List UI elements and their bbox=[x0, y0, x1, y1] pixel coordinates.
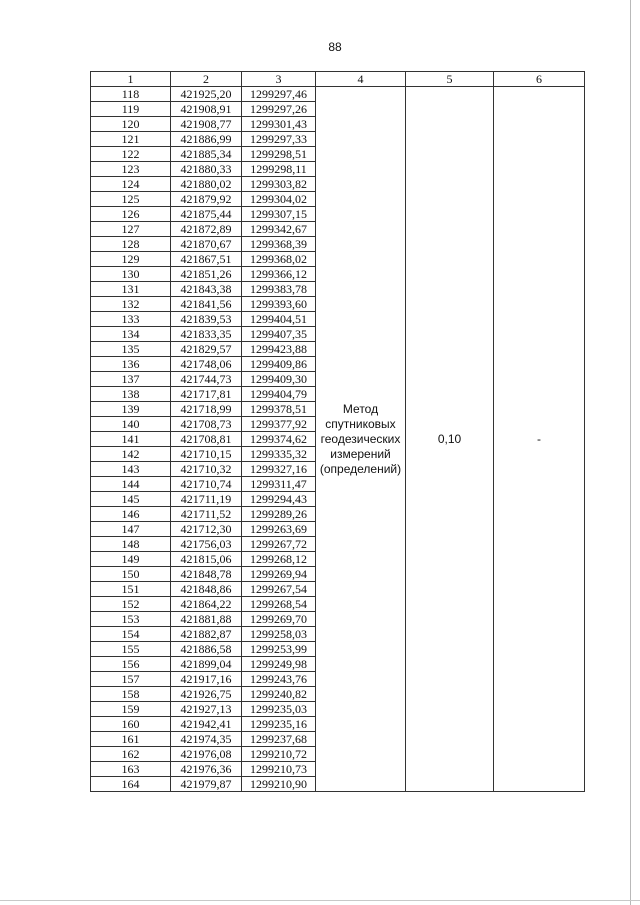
x-coordinate-cell: 421925,20 bbox=[171, 87, 242, 102]
x-coordinate-cell: 421710,74 bbox=[171, 477, 242, 492]
header-cell-4: 4 bbox=[316, 72, 406, 87]
y-coordinate-cell: 1299423,88 bbox=[242, 342, 316, 357]
point-number-cell: 147 bbox=[91, 522, 171, 537]
point-number-cell: 151 bbox=[91, 582, 171, 597]
x-coordinate-cell: 421885,34 bbox=[171, 147, 242, 162]
point-number-cell: 125 bbox=[91, 192, 171, 207]
point-number-cell: 123 bbox=[91, 162, 171, 177]
x-coordinate-cell: 421848,86 bbox=[171, 582, 242, 597]
x-coordinate-cell: 421899,04 bbox=[171, 657, 242, 672]
y-coordinate-cell: 1299327,16 bbox=[242, 462, 316, 477]
scan-edge-right bbox=[630, 0, 631, 905]
header-row bbox=[91, 72, 585, 87]
y-coordinate-cell: 1299267,54 bbox=[242, 582, 316, 597]
y-coordinate-cell: 1299409,86 bbox=[242, 357, 316, 372]
method-line: спутниковых bbox=[325, 416, 396, 431]
y-coordinate-cell: 1299298,11 bbox=[242, 162, 316, 177]
scan-edge-bottom bbox=[0, 900, 640, 901]
point-number-cell: 135 bbox=[91, 342, 171, 357]
y-coordinate-cell: 1299383,78 bbox=[242, 282, 316, 297]
point-number-cell: 126 bbox=[91, 207, 171, 222]
point-number-cell: 153 bbox=[91, 612, 171, 627]
x-coordinate-cell: 421872,89 bbox=[171, 222, 242, 237]
y-coordinate-cell: 1299237,68 bbox=[242, 732, 316, 747]
point-number-cell: 118 bbox=[91, 87, 171, 102]
header-cell-5: 5 bbox=[406, 72, 494, 87]
x-coordinate-cell: 421886,58 bbox=[171, 642, 242, 657]
point-number-cell: 143 bbox=[91, 462, 171, 477]
y-coordinate-cell: 1299289,26 bbox=[242, 507, 316, 522]
x-coordinate-cell: 421756,03 bbox=[171, 537, 242, 552]
x-coordinate-cell: 421881,88 bbox=[171, 612, 242, 627]
x-coordinate-cell: 421942,41 bbox=[171, 717, 242, 732]
point-number-cell: 122 bbox=[91, 147, 171, 162]
point-number-cell: 157 bbox=[91, 672, 171, 687]
x-coordinate-cell: 421979,87 bbox=[171, 777, 242, 792]
x-coordinate-cell: 421711,52 bbox=[171, 507, 242, 522]
x-coordinate-cell: 421880,33 bbox=[171, 162, 242, 177]
y-coordinate-cell: 1299235,16 bbox=[242, 717, 316, 732]
y-coordinate-cell: 1299366,12 bbox=[242, 267, 316, 282]
y-coordinate-cell: 1299404,79 bbox=[242, 387, 316, 402]
point-number-cell: 163 bbox=[91, 762, 171, 777]
y-coordinate-cell: 1299297,46 bbox=[242, 87, 316, 102]
y-coordinate-cell: 1299267,72 bbox=[242, 537, 316, 552]
x-coordinate-cell: 421875,44 bbox=[171, 207, 242, 222]
page-number: 88 bbox=[328, 40, 342, 54]
x-coordinate-cell: 421879,92 bbox=[171, 192, 242, 207]
method-line: геодезических bbox=[320, 431, 401, 446]
y-coordinate-cell: 1299301,43 bbox=[242, 117, 316, 132]
column6-cell: - bbox=[494, 87, 585, 792]
x-coordinate-cell: 421870,67 bbox=[171, 237, 242, 252]
x-coordinate-cell: 421886,99 bbox=[171, 132, 242, 147]
x-coordinate-cell: 421748,06 bbox=[171, 357, 242, 372]
x-coordinate-cell: 421829,57 bbox=[171, 342, 242, 357]
x-coordinate-cell: 421976,08 bbox=[171, 747, 242, 762]
point-number-cell: 138 bbox=[91, 387, 171, 402]
y-coordinate-cell: 1299253,99 bbox=[242, 642, 316, 657]
x-coordinate-cell: 421864,22 bbox=[171, 597, 242, 612]
table-row bbox=[91, 87, 585, 102]
y-coordinate-cell: 1299404,51 bbox=[242, 312, 316, 327]
y-coordinate-cell: 1299240,82 bbox=[242, 687, 316, 702]
x-coordinate-cell: 421927,13 bbox=[171, 702, 242, 717]
y-coordinate-cell: 1299235,03 bbox=[242, 702, 316, 717]
method-cell bbox=[316, 87, 406, 792]
point-number-cell: 154 bbox=[91, 627, 171, 642]
y-coordinate-cell: 1299268,54 bbox=[242, 597, 316, 612]
y-coordinate-cell: 1299368,39 bbox=[242, 237, 316, 252]
header-cell-2: 2 bbox=[171, 72, 242, 87]
y-coordinate-cell: 1299377,92 bbox=[242, 417, 316, 432]
point-number-cell: 160 bbox=[91, 717, 171, 732]
y-coordinate-cell: 1299307,15 bbox=[242, 207, 316, 222]
point-number-cell: 121 bbox=[91, 132, 171, 147]
y-coordinate-cell: 1299297,26 bbox=[242, 102, 316, 117]
x-coordinate-cell: 421917,16 bbox=[171, 672, 242, 687]
y-coordinate-cell: 1299210,73 bbox=[242, 762, 316, 777]
x-coordinate-cell: 421718,99 bbox=[171, 402, 242, 417]
y-coordinate-cell: 1299269,94 bbox=[242, 567, 316, 582]
x-coordinate-cell: 421974,35 bbox=[171, 732, 242, 747]
point-number-cell: 164 bbox=[91, 777, 171, 792]
x-coordinate-cell: 421867,51 bbox=[171, 252, 242, 267]
x-coordinate-cell: 421851,26 bbox=[171, 267, 242, 282]
point-number-cell: 162 bbox=[91, 747, 171, 762]
point-number-cell: 156 bbox=[91, 657, 171, 672]
x-coordinate-cell: 421908,91 bbox=[171, 102, 242, 117]
x-coordinate-cell: 421839,53 bbox=[171, 312, 242, 327]
x-coordinate-cell: 421908,77 bbox=[171, 117, 242, 132]
x-coordinate-cell: 421815,06 bbox=[171, 552, 242, 567]
accuracy-cell: 0,10 bbox=[406, 87, 494, 792]
method-line: Метод bbox=[342, 401, 379, 416]
y-coordinate-cell: 1299249,98 bbox=[242, 657, 316, 672]
point-number-cell: 137 bbox=[91, 372, 171, 387]
point-number-cell: 129 bbox=[91, 252, 171, 267]
point-number-cell: 130 bbox=[91, 267, 171, 282]
point-number-cell: 139 bbox=[91, 402, 171, 417]
header-cell-6: 6 bbox=[494, 72, 585, 87]
point-number-cell: 120 bbox=[91, 117, 171, 132]
point-number-cell: 146 bbox=[91, 507, 171, 522]
y-coordinate-cell: 1299268,12 bbox=[242, 552, 316, 567]
y-coordinate-cell: 1299269,70 bbox=[242, 612, 316, 627]
y-coordinate-cell: 1299407,35 bbox=[242, 327, 316, 342]
header-cell-3: 3 bbox=[242, 72, 316, 87]
x-coordinate-cell: 421833,35 bbox=[171, 327, 242, 342]
point-number-cell: 152 bbox=[91, 597, 171, 612]
x-coordinate-cell: 421882,87 bbox=[171, 627, 242, 642]
y-coordinate-cell: 1299303,82 bbox=[242, 177, 316, 192]
y-coordinate-cell: 1299335,32 bbox=[242, 447, 316, 462]
x-coordinate-cell: 421708,73 bbox=[171, 417, 242, 432]
x-coordinate-cell: 421843,38 bbox=[171, 282, 242, 297]
y-coordinate-cell: 1299210,72 bbox=[242, 747, 316, 762]
point-number-cell: 148 bbox=[91, 537, 171, 552]
point-number-cell: 149 bbox=[91, 552, 171, 567]
y-coordinate-cell: 1299378,51 bbox=[242, 402, 316, 417]
y-coordinate-cell: 1299304,02 bbox=[242, 192, 316, 207]
point-number-cell: 158 bbox=[91, 687, 171, 702]
x-coordinate-cell: 421976,36 bbox=[171, 762, 242, 777]
point-number-cell: 161 bbox=[91, 732, 171, 747]
y-coordinate-cell: 1299210,90 bbox=[242, 777, 316, 792]
point-number-cell: 124 bbox=[91, 177, 171, 192]
x-coordinate-cell: 421744,73 bbox=[171, 372, 242, 387]
y-coordinate-cell: 1299243,76 bbox=[242, 672, 316, 687]
point-number-cell: 128 bbox=[91, 237, 171, 252]
y-coordinate-cell: 1299368,02 bbox=[242, 252, 316, 267]
y-coordinate-cell: 1299297,33 bbox=[242, 132, 316, 147]
point-number-cell: 132 bbox=[91, 297, 171, 312]
point-number-cell: 141 bbox=[91, 432, 171, 447]
x-coordinate-cell: 421926,75 bbox=[171, 687, 242, 702]
y-coordinate-cell: 1299298,51 bbox=[242, 147, 316, 162]
x-coordinate-cell: 421708,81 bbox=[171, 432, 242, 447]
y-coordinate-cell: 1299294,43 bbox=[242, 492, 316, 507]
point-number-cell: 142 bbox=[91, 447, 171, 462]
method-line: (определений) bbox=[319, 461, 402, 476]
point-number-cell: 145 bbox=[91, 492, 171, 507]
point-number-cell: 144 bbox=[91, 477, 171, 492]
y-coordinate-cell: 1299263,69 bbox=[242, 522, 316, 537]
x-coordinate-cell: 421841,56 bbox=[171, 297, 242, 312]
y-coordinate-cell: 1299409,30 bbox=[242, 372, 316, 387]
point-number-cell: 134 bbox=[91, 327, 171, 342]
point-number-cell: 150 bbox=[91, 567, 171, 582]
point-number-cell: 140 bbox=[91, 417, 171, 432]
header-cell-1: 1 bbox=[91, 72, 171, 87]
table-body bbox=[91, 72, 585, 792]
coordinates-table bbox=[90, 71, 585, 792]
point-number-cell: 136 bbox=[91, 357, 171, 372]
point-number-cell: 133 bbox=[91, 312, 171, 327]
x-coordinate-cell: 421712,30 bbox=[171, 522, 242, 537]
point-number-cell: 127 bbox=[91, 222, 171, 237]
x-coordinate-cell: 421710,32 bbox=[171, 462, 242, 477]
x-coordinate-cell: 421880,02 bbox=[171, 177, 242, 192]
point-number-cell: 119 bbox=[91, 102, 171, 117]
point-number-cell: 159 bbox=[91, 702, 171, 717]
y-coordinate-cell: 1299258,03 bbox=[242, 627, 316, 642]
y-coordinate-cell: 1299342,67 bbox=[242, 222, 316, 237]
x-coordinate-cell: 421711,19 bbox=[171, 492, 242, 507]
y-coordinate-cell: 1299311,47 bbox=[242, 477, 316, 492]
x-coordinate-cell: 421848,78 bbox=[171, 567, 242, 582]
x-coordinate-cell: 421710,15 bbox=[171, 447, 242, 462]
point-number-cell: 155 bbox=[91, 642, 171, 657]
x-coordinate-cell: 421717,81 bbox=[171, 387, 242, 402]
method-line: измерений bbox=[330, 446, 391, 461]
point-number-cell: 131 bbox=[91, 282, 171, 297]
y-coordinate-cell: 1299374,62 bbox=[242, 432, 316, 447]
y-coordinate-cell: 1299393,60 bbox=[242, 297, 316, 312]
